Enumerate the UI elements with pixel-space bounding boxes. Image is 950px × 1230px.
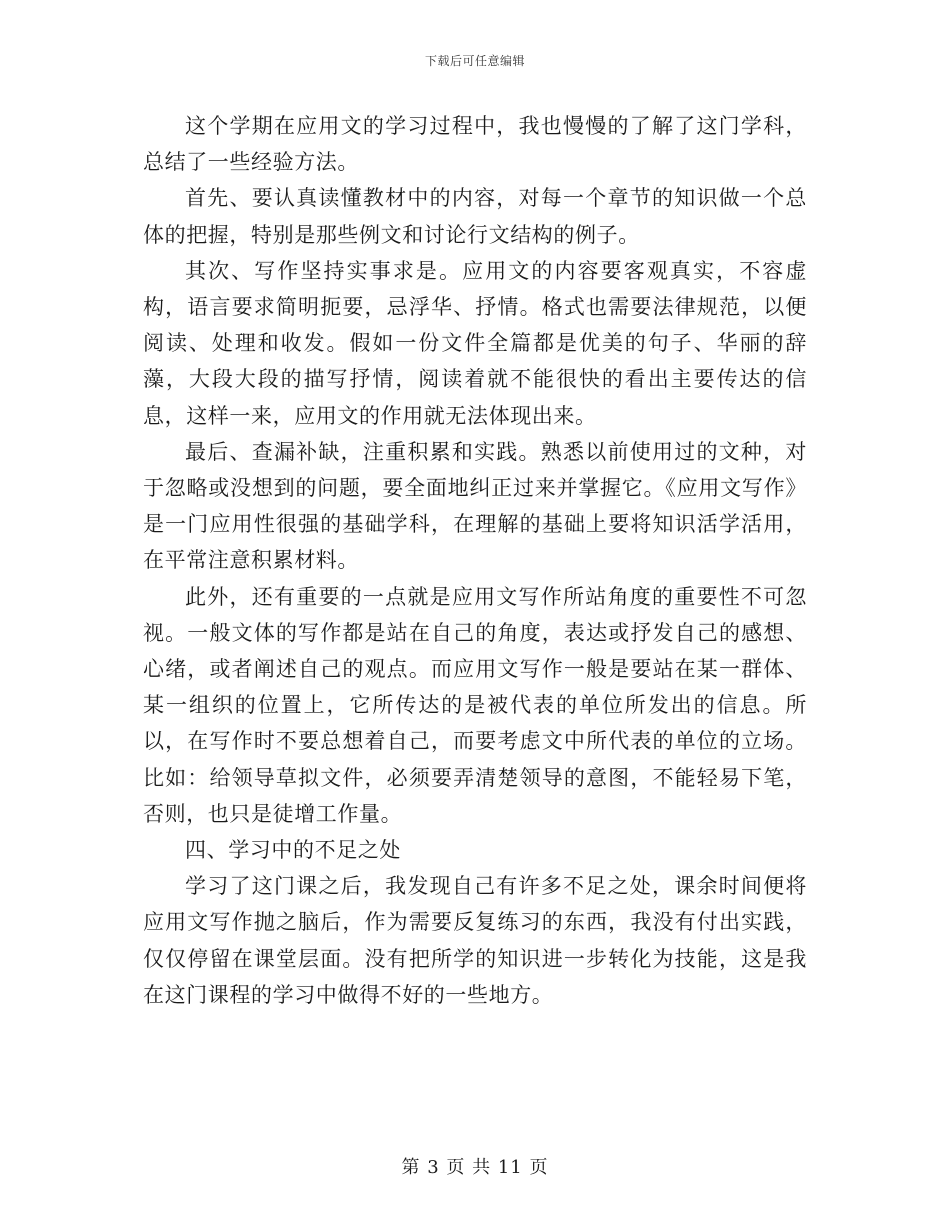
- paragraph-second: 其次、写作坚持实事求是。应用文的内容要客观真实，不容虚构，语言要求简明扼要，忌浮华、抒情。格式也需要法律规范，以便阅读、处理和收发。假如一份文件全篇都是优美的句子、华丽的辞藻，大段大段的描写抒情，阅读着就不能很快的看出主要传达的信息，这样一来，应用文的作用就无法体现出来。: [143, 258, 807, 428]
- paragraph-intro: 这个学期在应用文的学习过程中，我也慢慢的了解了这门学科，总结了一些经验方法。: [143, 114, 807, 175]
- paragraph-shortcomings: 学习了这门课之后，我发现自己有许多不足之处，课余时间便将应用文写作抛之脑后，作为需要反复练习的东西，我没有付出实践，仅仅停留在课堂层面。没有把所学的知识进一步转化为技能，这是我在这门课程的学习中做得不好的一些地方。: [143, 874, 807, 1007]
- section-heading: 四、学习中的不足之处: [185, 838, 401, 863]
- page-number-footer: 第 3 页 共 11 页: [401, 1157, 549, 1178]
- paragraph-moreover: 此外，还有重要的一点就是应用文写作所站角度的重要性不可忽视。一般文体的写作都是站在自己的角度，表达或抒发自己的感想、心绪，或者阐述自己的观点。而应用文写作一般是要站在某一群体、某一组织的位置上，它所传达的是被代表的单位所发出的信息。所以，在写作时不要总想着自己，而要考虑文中所代表的单位的立场。比如：给领导草拟文件，必须要弄清楚领导的意图，不能轻易下笔，否则，也只是徒增工作量。: [143, 584, 807, 826]
- paragraph-last: 最后、查漏补缺，注重积累和实践。熟悉以前使用过的文种，对于忽略或没想到的问题，要全面地纠正过来并掌握它。《应用文写作》是一门应用性很强的基础学科，在理解的基础上要将知识活学活用，在平常注意积累材料。: [143, 439, 807, 573]
- page-header: 下载后可任意编辑: [424, 54, 525, 68]
- document-body: [143, 108, 807, 1013]
- paragraph-first: 首先、要认真读懂教材中的内容，对每一个章节的知识做一个总体的把握，特别是那些例文和讨论行文结构的例子。: [143, 186, 807, 247]
